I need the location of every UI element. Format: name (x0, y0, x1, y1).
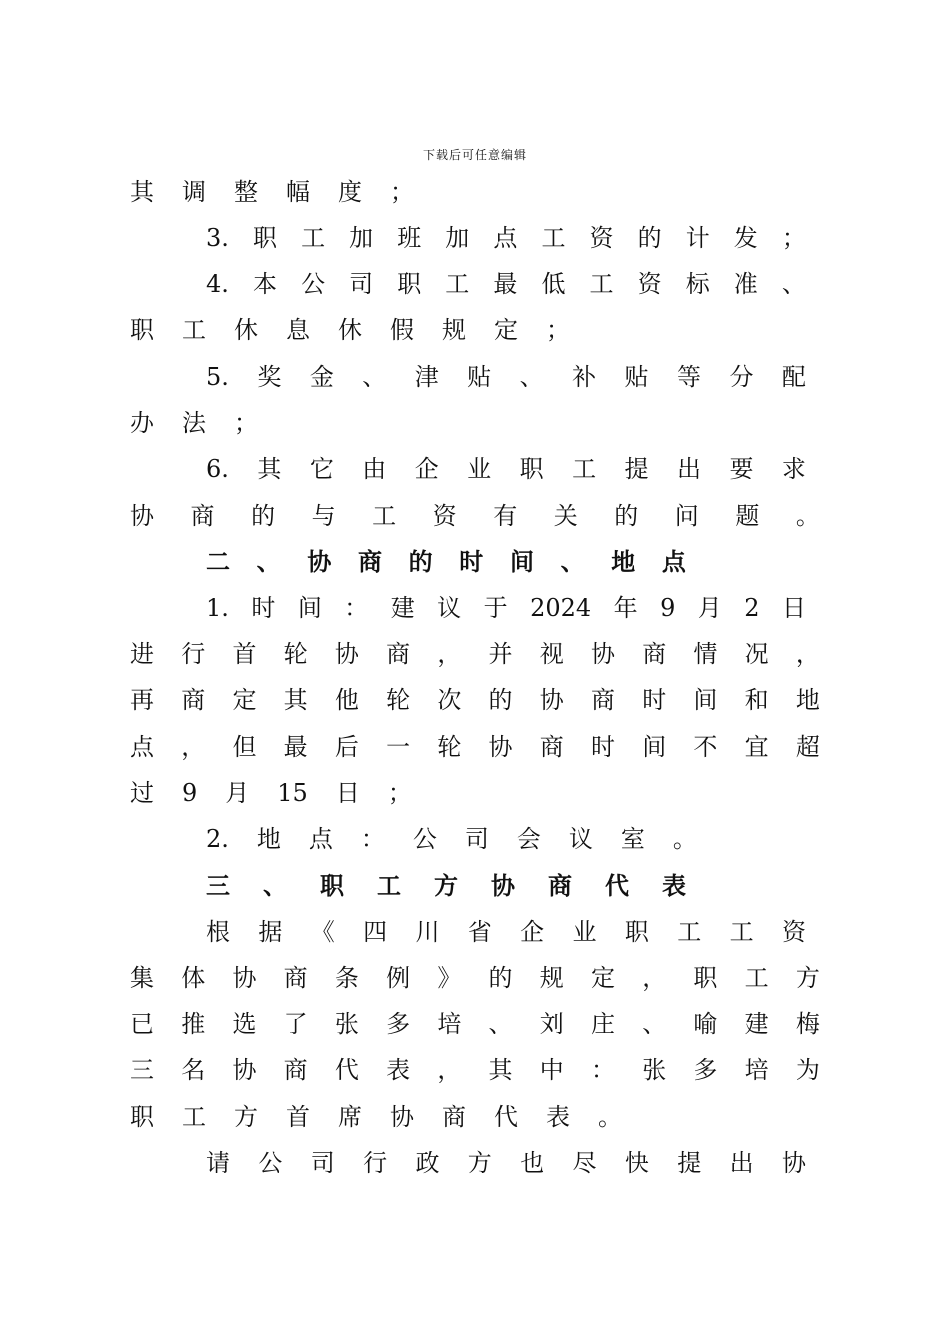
text-glyph: 加 (445, 224, 470, 252)
text-glyph: 协 (232, 964, 257, 992)
text-glyph: 根 (206, 918, 230, 946)
text-glyph: 。 (672, 825, 697, 853)
text-glyph: 快 (624, 1149, 649, 1177)
text-glyph: 一 (386, 733, 411, 761)
text-glyph: 例 (386, 964, 411, 992)
text-glyph: 地 (795, 686, 820, 714)
text-glyph: 9 (182, 779, 198, 807)
text-glyph: 的 (637, 224, 662, 252)
text-glyph: 它 (309, 455, 334, 483)
text-glyph: 定 (494, 316, 518, 344)
text-glyph: 6. (206, 455, 229, 483)
text-glyph: 了 (283, 1010, 308, 1038)
text-glyph: 企 (414, 455, 439, 483)
text-glyph: 议 (437, 594, 462, 622)
text-glyph: 假 (390, 316, 414, 344)
text-glyph: 视 (539, 640, 564, 668)
text-glyph: 企 (520, 918, 545, 946)
text-glyph: 方 (795, 964, 820, 992)
document-line (206, 361, 806, 393)
text-glyph: 、 (488, 1010, 513, 1038)
text-glyph: 工 (445, 270, 470, 298)
text-glyph: 二 (206, 548, 230, 576)
text-glyph: 金 (309, 363, 334, 391)
text-glyph: 已 (130, 1010, 154, 1038)
text-glyph: 表 (662, 872, 686, 900)
text-glyph: 最 (283, 733, 308, 761)
text-glyph: 2 (744, 594, 760, 622)
text-glyph: 况 (744, 640, 769, 668)
text-glyph: 三 (206, 872, 230, 900)
text-glyph: 低 (541, 270, 566, 298)
text-glyph: 于 (483, 594, 508, 622)
text-glyph: 5. (206, 363, 229, 391)
text-glyph: 日 (335, 779, 360, 807)
text-glyph: 其 (257, 455, 282, 483)
text-glyph: 工 (744, 964, 769, 992)
text-glyph: 资 (781, 918, 806, 946)
text-glyph: 职 (130, 316, 154, 344)
text-glyph: 轮 (437, 733, 462, 761)
text-glyph: 川 (415, 918, 440, 946)
text-glyph: 工 (377, 872, 401, 900)
text-glyph: 政 (415, 1149, 440, 1177)
text-glyph: 其 (488, 1056, 513, 1084)
text-glyph: 职 (624, 918, 649, 946)
text-glyph: 4. (206, 270, 229, 298)
text-glyph: 职 (397, 270, 422, 298)
text-glyph: 推 (181, 1010, 206, 1038)
text-glyph: 首 (286, 1103, 310, 1131)
text-glyph: 1. (206, 594, 229, 622)
text-glyph: 地 (256, 825, 281, 853)
text-glyph: 代 (334, 1056, 359, 1084)
text-glyph: 资 (637, 270, 662, 298)
text-glyph: 表 (546, 1103, 570, 1131)
text-glyph: ； (781, 224, 806, 252)
text-glyph: 《 (310, 918, 335, 946)
text-glyph: 商 (386, 640, 411, 668)
text-glyph: 工 (372, 502, 397, 530)
document-line (130, 638, 820, 670)
text-glyph: 分 (729, 363, 754, 391)
text-glyph: 其 (283, 686, 308, 714)
text-glyph: 商 (283, 964, 308, 992)
text-glyph: 工 (301, 224, 326, 252)
text-glyph: 、 (560, 548, 585, 576)
text-glyph: 商 (357, 548, 382, 576)
text-glyph: 商 (442, 1103, 466, 1131)
text-glyph: 条 (334, 964, 359, 992)
text-glyph: 配 (781, 363, 806, 391)
text-glyph: ， (181, 733, 206, 761)
text-glyph: 张 (334, 1010, 359, 1038)
text-glyph: 规 (442, 316, 466, 344)
page-header-note: 下载后可任意编辑 (422, 148, 527, 162)
text-glyph: ， (642, 964, 667, 992)
document-line (206, 453, 806, 485)
text-glyph: 会 (516, 825, 541, 853)
text-glyph: 不 (693, 733, 718, 761)
text-glyph: 资 (432, 502, 457, 530)
text-glyph: 日 (781, 594, 806, 622)
document-line (130, 407, 820, 439)
text-glyph: 首 (232, 640, 257, 668)
text-glyph: 司 (310, 1149, 335, 1177)
text-glyph: 。 (795, 502, 820, 530)
text-glyph: 建 (744, 1010, 769, 1038)
text-glyph: 、 (642, 1010, 667, 1038)
text-glyph: 省 (467, 918, 492, 946)
text-glyph: 据 (258, 918, 283, 946)
text-glyph: 点 (661, 548, 686, 576)
text-glyph: 尽 (572, 1149, 597, 1177)
text-glyph: ： (360, 825, 385, 853)
text-glyph: 的 (251, 502, 276, 530)
text-glyph: 席 (338, 1103, 362, 1131)
text-glyph: 建 (390, 594, 415, 622)
text-glyph: 题 (735, 502, 760, 530)
text-glyph: 等 (676, 363, 701, 391)
text-glyph: 点 (493, 224, 518, 252)
document-line (130, 1101, 820, 1133)
text-glyph: 贴 (624, 363, 649, 391)
document-line (130, 962, 820, 994)
text-glyph: ； (234, 409, 258, 437)
text-glyph: 和 (744, 686, 769, 714)
text-glyph: 协 (488, 733, 513, 761)
text-glyph: 集 (130, 964, 154, 992)
text-glyph: 工 (541, 224, 566, 252)
text-glyph: 代 (605, 872, 629, 900)
text-glyph: 协 (307, 548, 332, 576)
text-glyph: 室 (620, 825, 645, 853)
text-glyph: 职 (130, 1103, 154, 1131)
text-glyph: 》 (437, 964, 462, 992)
text-glyph: 间 (642, 733, 667, 761)
text-glyph: 工 (589, 270, 614, 298)
document-line (206, 916, 806, 948)
text-glyph: 、 (263, 872, 287, 900)
text-glyph: 公 (258, 1149, 283, 1177)
text-glyph: 张 (642, 1056, 667, 1084)
text-glyph: 补 (572, 363, 597, 391)
text-glyph: 计 (685, 224, 710, 252)
text-glyph: 定 (590, 964, 615, 992)
text-glyph: 协 (130, 502, 154, 530)
text-glyph: 2. (206, 825, 229, 853)
text-glyph: 月 (225, 779, 250, 807)
text-glyph: 商 (642, 640, 667, 668)
text-glyph: 最 (493, 270, 518, 298)
text-glyph: 并 (488, 640, 513, 668)
text-glyph: 、 (256, 548, 281, 576)
text-glyph: 协 (491, 872, 515, 900)
text-glyph: 整 (234, 178, 258, 206)
text-glyph: 职 (252, 224, 277, 252)
text-glyph: 进 (130, 640, 154, 668)
text-glyph: 本 (252, 270, 277, 298)
document-line (206, 1147, 806, 1179)
text-glyph: 求 (781, 455, 806, 483)
document-line (206, 222, 806, 254)
text-glyph: ； (390, 178, 414, 206)
text-glyph: 办 (130, 409, 154, 437)
text-glyph: 有 (493, 502, 518, 530)
text-glyph: 息 (286, 316, 310, 344)
text-glyph: ； (387, 779, 412, 807)
text-glyph: 规 (539, 964, 564, 992)
text-glyph: 点 (130, 733, 154, 761)
text-glyph: 要 (729, 455, 754, 483)
document-line (130, 314, 820, 346)
text-glyph: 轮 (386, 686, 411, 714)
text-glyph: 多 (693, 1056, 718, 1084)
text-glyph: 工 (182, 1103, 206, 1131)
text-glyph: 方 (434, 872, 458, 900)
text-glyph: 协 (334, 640, 359, 668)
text-glyph: 协 (590, 640, 615, 668)
text-glyph: 问 (674, 502, 699, 530)
text-glyph: 月 (697, 594, 722, 622)
text-glyph: 标 (685, 270, 710, 298)
text-glyph: ： (344, 594, 369, 622)
text-glyph: 司 (464, 825, 489, 853)
text-glyph: 与 (311, 502, 336, 530)
text-glyph: 刘 (539, 1010, 564, 1038)
text-glyph: 15 (277, 779, 308, 807)
text-glyph: 方 (234, 1103, 258, 1131)
document-line (206, 268, 806, 300)
text-glyph: 名 (181, 1056, 206, 1084)
text-glyph: 地 (611, 548, 636, 576)
text-glyph: 9 (660, 594, 676, 622)
document-line (130, 1054, 820, 1086)
text-glyph: 由 (362, 455, 387, 483)
text-glyph: 加 (349, 224, 374, 252)
text-glyph: 职 (320, 872, 344, 900)
text-glyph: 休 (234, 316, 258, 344)
text-glyph: 奖 (257, 363, 282, 391)
document-line (206, 823, 806, 855)
text-glyph: 工 (182, 316, 206, 344)
text-glyph: 情 (693, 640, 718, 668)
text-glyph: 喻 (693, 1010, 718, 1038)
text-glyph: 贴 (467, 363, 492, 391)
text-glyph: 商 (590, 686, 615, 714)
text-glyph: 点 (308, 825, 333, 853)
text-glyph: 提 (624, 455, 649, 483)
text-glyph: 商 (190, 502, 215, 530)
text-glyph: 法 (182, 409, 206, 437)
text-glyph: 代 (494, 1103, 518, 1131)
text-glyph: 请 (206, 1149, 230, 1177)
text-glyph: ， (795, 640, 820, 668)
text-glyph: 、 (519, 363, 544, 391)
text-glyph: 2024 (530, 594, 592, 622)
text-glyph: 但 (232, 733, 257, 761)
text-glyph: 3. (206, 224, 229, 252)
text-glyph: 的 (614, 502, 639, 530)
text-glyph: 度 (338, 178, 362, 206)
text-glyph: 的 (488, 686, 513, 714)
document-line (130, 731, 820, 763)
text-glyph: 次 (437, 686, 462, 714)
text-glyph: 定 (232, 686, 257, 714)
text-glyph: 协 (390, 1103, 414, 1131)
text-glyph: 轮 (283, 640, 308, 668)
text-glyph: 体 (181, 964, 206, 992)
document-line (130, 176, 820, 208)
text-glyph: 宜 (744, 733, 769, 761)
document-line (130, 777, 820, 809)
text-glyph: 公 (412, 825, 437, 853)
text-glyph: 行 (181, 640, 206, 668)
text-glyph: 提 (677, 1149, 702, 1177)
text-glyph: 发 (733, 224, 758, 252)
text-glyph: 工 (677, 918, 702, 946)
text-glyph: 商 (539, 733, 564, 761)
text-glyph: 业 (572, 918, 597, 946)
text-glyph: 工 (572, 455, 597, 483)
text-glyph: 超 (795, 733, 820, 761)
text-glyph: 工 (729, 918, 754, 946)
section-heading (206, 546, 686, 578)
text-glyph: 四 (363, 918, 388, 946)
text-glyph: 为 (795, 1056, 820, 1084)
text-glyph: 准 (733, 270, 758, 298)
text-glyph: 行 (363, 1149, 388, 1177)
text-glyph: 津 (414, 363, 439, 391)
text-glyph: 幅 (286, 178, 310, 206)
text-glyph: 选 (232, 1010, 257, 1038)
text-glyph: 中 (539, 1056, 564, 1084)
document-line (130, 500, 820, 532)
text-glyph: 的 (488, 964, 513, 992)
text-glyph: 。 (598, 1103, 622, 1131)
text-glyph: 关 (553, 502, 578, 530)
text-glyph: 休 (338, 316, 362, 344)
text-glyph: 过 (130, 779, 154, 807)
text-glyph: 时 (642, 686, 667, 714)
document-line (130, 684, 820, 716)
text-glyph: 间 (509, 548, 534, 576)
text-glyph: 培 (744, 1056, 769, 1084)
text-glyph: 商 (548, 872, 572, 900)
text-glyph: ： (590, 1056, 615, 1084)
text-glyph: 庄 (590, 1010, 615, 1038)
text-glyph: 商 (283, 1056, 308, 1084)
text-glyph: 再 (130, 686, 154, 714)
text-glyph: 协 (232, 1056, 257, 1084)
text-glyph: 他 (334, 686, 359, 714)
text-glyph: 议 (568, 825, 593, 853)
document-line (130, 1008, 820, 1040)
text-glyph: 其 (130, 178, 154, 206)
text-glyph: 时 (590, 733, 615, 761)
text-glyph: ； (546, 316, 570, 344)
text-glyph: 间 (693, 686, 718, 714)
text-glyph: 协 (539, 686, 564, 714)
text-glyph: 司 (349, 270, 374, 298)
text-glyph: ， (437, 1056, 462, 1084)
text-glyph: 培 (437, 1010, 462, 1038)
text-glyph: 年 (613, 594, 638, 622)
document-line (206, 592, 806, 624)
text-glyph: 出 (729, 1149, 754, 1177)
section-heading (206, 870, 686, 902)
text-glyph: 、 (781, 270, 806, 298)
text-glyph: 资 (589, 224, 614, 252)
text-glyph: 、 (362, 363, 387, 391)
text-glyph: ， (437, 640, 462, 668)
text-glyph: 间 (297, 594, 322, 622)
text-glyph: 方 (467, 1149, 492, 1177)
text-glyph: 时 (459, 548, 484, 576)
text-glyph: 班 (397, 224, 422, 252)
text-glyph: 公 (301, 270, 326, 298)
text-glyph: 三 (130, 1056, 154, 1084)
text-glyph: 协 (781, 1149, 806, 1177)
text-glyph: 时 (251, 594, 276, 622)
text-glyph: 多 (386, 1010, 411, 1038)
text-glyph: 调 (182, 178, 206, 206)
text-glyph: 后 (334, 733, 359, 761)
text-glyph: 的 (408, 548, 433, 576)
text-glyph: 业 (467, 455, 492, 483)
text-glyph: 职 (519, 455, 544, 483)
text-glyph: 表 (386, 1056, 411, 1084)
text-glyph: 商 (181, 686, 206, 714)
text-glyph: 职 (693, 964, 718, 992)
text-glyph: 梅 (795, 1010, 820, 1038)
text-glyph: 也 (520, 1149, 545, 1177)
text-glyph: 出 (676, 455, 701, 483)
